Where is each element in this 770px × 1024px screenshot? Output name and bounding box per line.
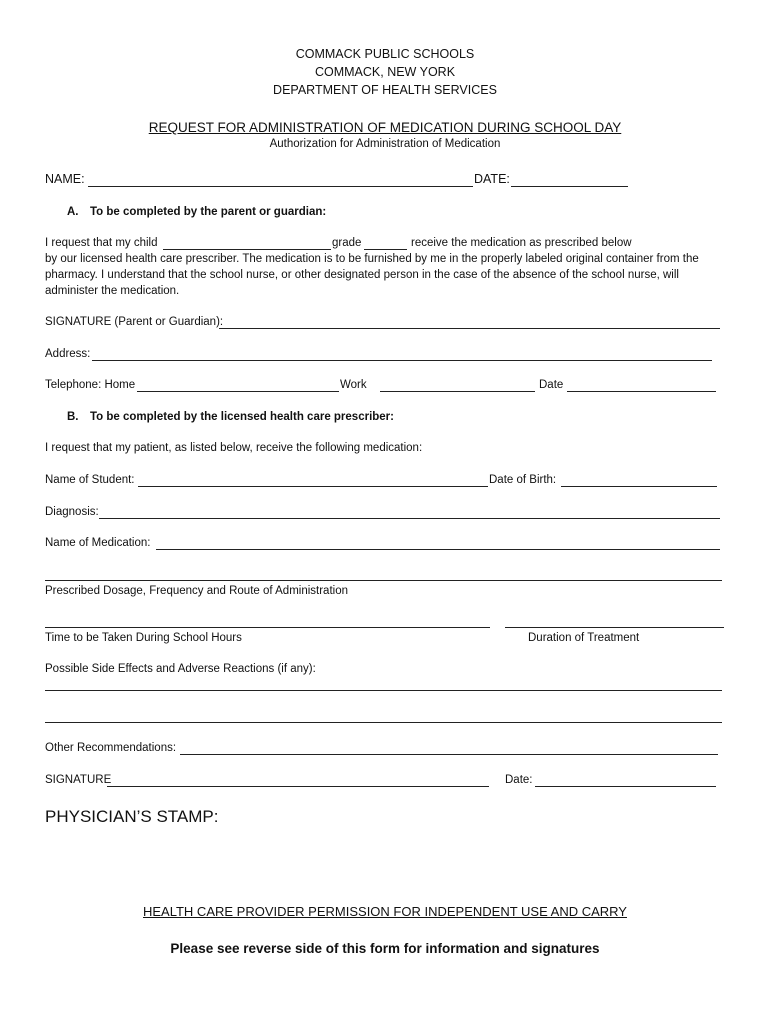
prescriber-signature-field[interactable] [107, 786, 489, 787]
date-field[interactable] [511, 186, 628, 187]
other-recommendations-label: Other Recommendations: [45, 742, 177, 754]
request-paragraph-line-2: by our licensed health care prescriber. The medication is to be furnished by me in the properly labeled original container from the [45, 253, 699, 265]
diagnosis-field[interactable] [99, 518, 720, 519]
section-b-heading: To be completed by the licensed health care prescriber: [90, 411, 394, 423]
section-a-marker: A. [67, 206, 79, 218]
work-label: Work [340, 379, 367, 391]
duration-field[interactable] [505, 627, 724, 628]
section-b-marker: B. [67, 411, 79, 423]
parent-signature-label: SIGNATURE (Parent or Guardian): [45, 316, 224, 328]
prescriber-date-field[interactable] [535, 786, 716, 787]
parent-date-label: Date [539, 379, 564, 391]
duration-label: Duration of Treatment [528, 632, 640, 644]
time-label: Time to be Taken During School Hours [45, 632, 242, 644]
department-name: DEPARTMENT OF HEALTH SERVICES [273, 83, 497, 97]
dob-field[interactable] [561, 486, 717, 487]
school-name: COMMACK PUBLIC SCHOOLS [295, 47, 475, 61]
prescriber-signature-label: SIGNATURE [45, 774, 112, 786]
form-title: REQUEST FOR ADMINISTRATION OF MEDICATION DURING SCHOOL DAY [148, 120, 622, 135]
student-name-field[interactable] [138, 486, 488, 487]
school-location: COMMACK, NEW YORK [314, 65, 456, 79]
diagnosis-label: Diagnosis: [45, 506, 99, 518]
student-name-label: Name of Student: [45, 474, 135, 486]
dosage-field[interactable] [45, 580, 722, 581]
side-effects-field-line-1[interactable] [45, 690, 722, 691]
name-label: NAME: [45, 172, 85, 186]
time-field[interactable] [45, 627, 490, 628]
prescriber-date-label: Date: [505, 774, 533, 786]
address-label: Address: [45, 348, 91, 360]
date-label: DATE: [474, 172, 510, 186]
reverse-side-note: Please see reverse side of this form for information and signatures [170, 941, 600, 956]
parent-signature-field[interactable] [219, 328, 720, 329]
request-paragraph-line-3: pharmacy. I understand that the school nurse, or other designated person in the case of the absence of the school nurse, will [45, 269, 679, 281]
telephone-home-field[interactable] [137, 391, 339, 392]
request-text-start: I request that my child [45, 237, 158, 249]
parent-date-field[interactable] [567, 391, 716, 392]
telephone-work-field[interactable] [380, 391, 535, 392]
section-a-heading: To be completed by the parent or guardian: [90, 206, 327, 218]
medication-field[interactable] [156, 549, 720, 550]
telephone-home-label: Telephone: Home [45, 379, 136, 391]
other-recommendations-field[interactable] [180, 754, 718, 755]
request-paragraph-line-4: administer the medication. [45, 285, 180, 297]
physician-stamp-label: PHYSICIAN’S STAMP: [45, 807, 219, 826]
dob-label: Date of Birth: [489, 474, 557, 486]
child-name-field[interactable] [163, 249, 331, 250]
medication-label: Name of Medication: [45, 537, 151, 549]
address-field[interactable] [92, 360, 712, 361]
grade-label: grade [332, 237, 362, 249]
grade-field[interactable] [364, 249, 407, 250]
form-subtitle: Authorization for Administration of Medication [269, 138, 501, 150]
side-effects-field-line-2[interactable] [45, 722, 722, 723]
permission-title: HEALTH CARE PROVIDER PERMISSION FOR INDEPENDENT USE AND CARRY [143, 904, 627, 919]
side-effects-label: Possible Side Effects and Adverse Reactions (if any): [45, 663, 316, 675]
prescriber-intro: I request that my patient, as listed below, receive the following medication: [45, 442, 423, 454]
dosage-label: Prescribed Dosage, Frequency and Route of Administration [45, 585, 348, 597]
request-text-end: receive the medication as prescribed below [411, 237, 632, 249]
name-field[interactable] [88, 186, 473, 187]
